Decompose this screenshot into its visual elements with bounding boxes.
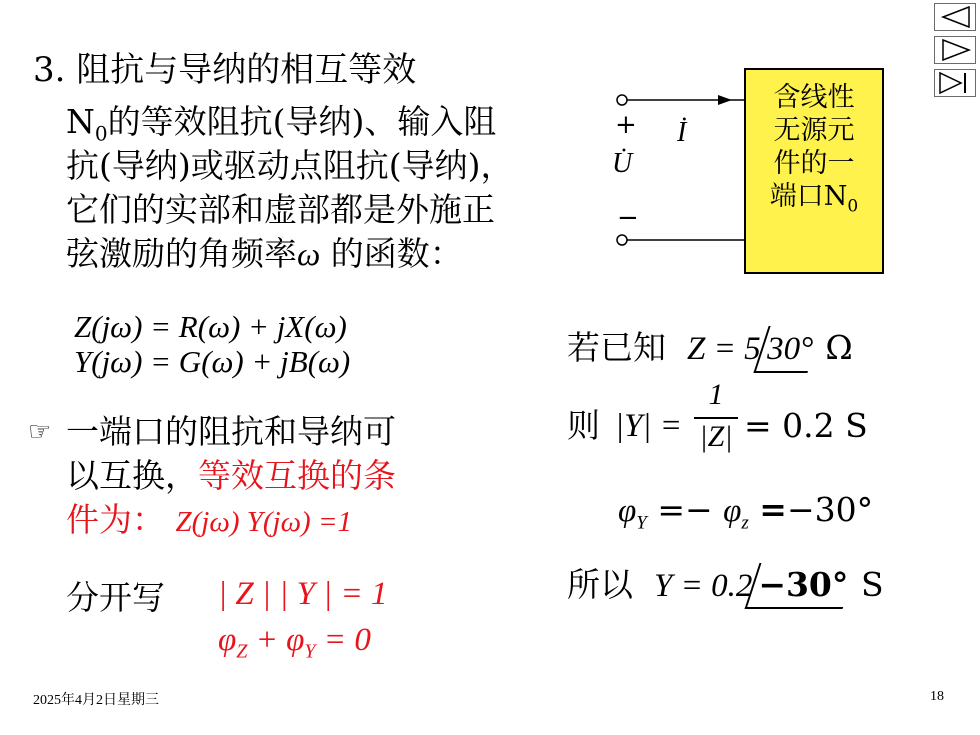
then-rhs: = 0.2 S: [744, 406, 868, 445]
next-button[interactable]: [934, 36, 976, 64]
intro-line-2: 抗(导纳)或驱动点阻抗(导纳)，: [66, 146, 514, 185]
intro-line-3: 它们的实部和虚部都是外施正: [66, 190, 495, 229]
intro-line-1: $N_0$的等效阻抗(导纳)、输入阻: [66, 102, 497, 146]
box-line-1: 含线性: [773, 82, 855, 113]
fraction-bar: [694, 417, 738, 419]
phase-equation: $\varphi_Y =- \varphi_z =-30^\circ$: [618, 490, 874, 534]
voltage-symbol: U̇: [612, 148, 633, 179]
phase-sum-equation: $\varphi_Z + \varphi_Y = 0$: [218, 622, 371, 663]
box-line-2: 无源元: [773, 115, 855, 146]
fraction-numerator: 1: [708, 378, 724, 411]
previous-button[interactable]: [934, 3, 976, 31]
point-line-2: 以互换，等效互换的条: [66, 456, 396, 495]
fraction-denominator: |Z|: [699, 420, 733, 453]
known-line: 若已知 Z = 5 30° Ω: [567, 326, 853, 373]
current-symbol: İ: [677, 117, 687, 148]
one-port-network-box: [744, 68, 884, 274]
previous-icon: [935, 4, 975, 30]
minus-terminal: −: [617, 203, 639, 233]
impedance-equation: Z(jω) = R(ω) + jX(ω): [74, 309, 347, 344]
plus-terminal: +: [615, 110, 637, 140]
magnitude-equation: | Z | | Y | = 1: [218, 576, 388, 612]
box-line-3: 件的一: [773, 148, 855, 179]
intro-line-4: 弦激励的角频率ω 的函数：: [66, 234, 463, 273]
point-line-1: 一端口的阻抗和导纳可: [66, 412, 396, 451]
section-heading: 3. 阻抗与导纳的相互等效: [33, 50, 417, 90]
separate-label: 分开写: [66, 578, 165, 617]
then-lhs: |Y| =: [615, 408, 683, 444]
last-icon: [935, 70, 975, 96]
so-line: 所以 Y = 0.2 −30° S: [567, 563, 884, 609]
then-label: 则: [567, 406, 600, 445]
pointing-hand-icon: ☞: [28, 417, 52, 447]
page-number: 18: [930, 689, 944, 704]
box-line-4: 端口$N_0$: [769, 181, 859, 217]
last-button[interactable]: [934, 69, 976, 97]
footer-date: 2025年4月2日星期三: [33, 693, 159, 708]
admittance-equation: Y(jω) = G(ω) + jB(ω): [74, 344, 351, 379]
point-line-3: 件为： Z(jω) Y(jω) =1: [66, 500, 353, 539]
next-icon: [935, 37, 975, 63]
